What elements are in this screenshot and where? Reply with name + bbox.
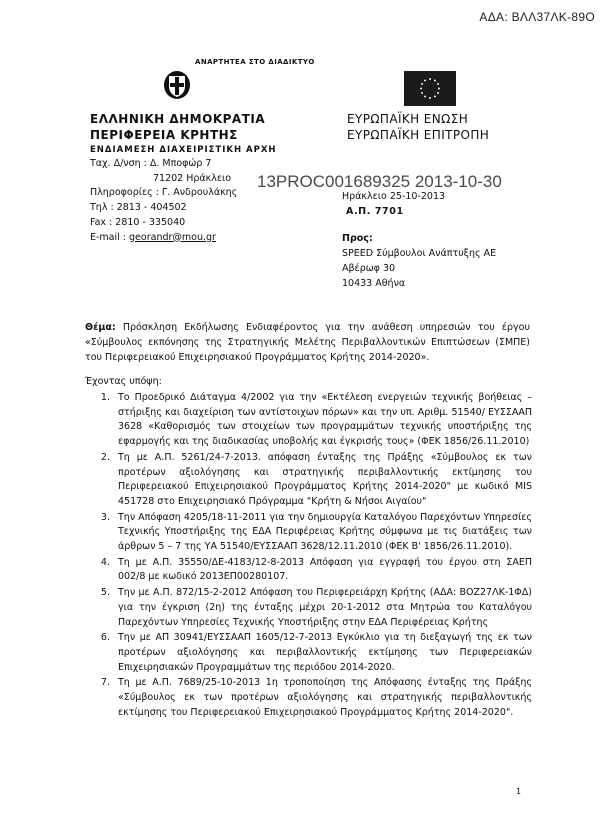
- recipient-street: Αβέρωφ 30: [342, 263, 396, 274]
- list-item: 7. Τη με Α.Π. 7689/25-10-2013 1η τροποποίηση της Απόφασης ένταξης της Πράξης «Σύμβουλος εκ των προτέρων αξιολόγησης και στρατηγικής περιβαλλοντικής εκτίμησης του Περιφερειακού Επιχειρησιακού Προγράμματος Κρήτης 2014-2020".: [100, 677, 532, 718]
- sender-phone: Τηλ : 2813 - 404502: [90, 202, 187, 214]
- email-link[interactable]: georandr@mou.gr: [129, 231, 216, 243]
- sender-line-2: ΠΕΡΙΦΕΡΕΙΑ ΚΡΗΤΗΣ: [90, 128, 238, 142]
- email-label: E-mail :: [90, 231, 130, 243]
- subject-label: Θέμα:: [85, 322, 116, 333]
- page-number: 1: [516, 787, 521, 796]
- sender-address-1: Ταχ. Δ/νση : Δ. Μποφώρ 7: [90, 158, 212, 169]
- sender-contact: [90, 157, 237, 245]
- sender-line-3: ΕΝΔΙΑΜΕΣΗ ΔΙΑΧΕΙΡΙΣΤΙΚΗ ΑΡΧΗ: [90, 145, 277, 155]
- eu-heading: [347, 111, 489, 143]
- place-date: Ηράκλειο 25-10-2013: [342, 191, 446, 202]
- recipient-city: 10433 Αθήνα: [342, 278, 406, 289]
- list-item: 1. Το Προεδρικό Διάταγμα 4/2002 για την «Εκτέλεση ενεργειών τεχνικής βοήθειας – στήριξης και διαχείριση των αντίστοιχων πόρων» και την υπ. Αριθμ. 51540/ ΕΥΣΣΑΑΠ 3628 «Καθορισμός των στοιχείων των προγραμμάτων τεχνικής υποστήριξης της εφαρμογής και της διαδικασίας υποβολής και έγκρισής τους» (ΦΕΚ 1856/26.11.2010): [100, 392, 532, 448]
- registration-number: 13PROC001689325 2013-10-30: [257, 172, 502, 191]
- list-item: 2. Τη με Α.Π. 5261/24-7-2013. απόφαση ένταξης της Πράξης «Σύμβουλος εκ των προτέρων αξιολόγησης και στρατηγικής περιβαλλοντικής εκτίμησης του Περιφερειακού Επιχειρησιακού Προγράμματος Κρήτης 2014-2020" με κωδικό MIS 451728 στο Επιχειρησιακό Πρόγραμμα "Κρήτη & Νήσοι Αιγαίου": [100, 451, 532, 507]
- sender-email-row: [90, 231, 237, 246]
- list-item: 4. Τη με Α.Π. 35550/ΔΕ-4183/12-8-2013 Απόφαση για εγγραφή του έργου στη ΣΑΕΠ 002/8 με κωδικό 2013ΕΠ00280107.: [100, 556, 532, 583]
- publish-stamp: ΑΝΑΡΤΗΤΕΑ ΣΤΟ ΔΙΑΔΙΚΤΥΟ: [195, 58, 315, 66]
- list-item: 3. Την Απόφαση 4205/18-11-2011 για την δημιουργία Καταλόγου Παρεχόντων Υπηρεσίες Τεχνικής Υποστήριξης της ΕΔΑ Περιφέρειας Κρήτης σύμφωνα με τις διατάξεις των άρθρων 5 – 7 της ΥΑ 51540/ΕΥΣΣΑΑΠ 3628/12.11.2010 (ΦΕΚ Β' 1856/26.11.2010).: [100, 511, 532, 553]
- to-label: Προς:: [342, 233, 373, 244]
- ada-code: ΑΔΑ: ΒΛΛ37ΛΚ-89Ο: [479, 10, 595, 24]
- document-meta: [342, 189, 496, 291]
- sender-fax: Fax : 2810 - 335040: [90, 216, 186, 228]
- subject-text: Πρόσκληση Εκδήλωσης Ενδιαφέροντος για την ανάθεση υπηρεσιών του έργου «Σύμβουλος εκπόνησης της Στρατηγικής Μελέτης Περιβαλλοντικών Επιπτώσεων (ΣΜΠΕ) του Περιφερειακού Επιχειρησιακού Προγράμματος Κρήτης 2014-2020».: [85, 322, 530, 363]
- sender-line-1: ΕΛΛΗΝΙΚΗ ΔΗΜΟΚΡΑΤΙΑ: [90, 112, 266, 126]
- considerations-list: [85, 391, 532, 721]
- eu-flag-icon: [404, 71, 456, 106]
- protocol-number: Α.Π. 7701: [346, 206, 404, 217]
- subject-paragraph: [85, 320, 530, 365]
- eu-line-2: ΕΥΡΩΠΑΪΚΗ ΕΠΙΤΡΟΠΗ: [347, 128, 490, 142]
- sender-heading: [90, 111, 277, 157]
- sender-info: Πληροφορίες : Γ. Ανδρουλάκης: [90, 187, 238, 199]
- recipient-name: SPEED Σύμβουλοι Ανάπτυξης ΑΕ: [342, 248, 497, 259]
- list-item: 6. Την με ΑΠ 30941/ΕΥΣΣΑΑΠ 1605/12-7-2013 Εγκύκλιο για τη διεξαγωγή της εκ των προτέρων αξιολόγησης και περιβαλλοντικής εκτίμησης των Περιφερειακών Επιχειρησιακών Προγραμμάτων της περιόδου 2014-2020.: [100, 632, 532, 673]
- sender-address-2: 71202 Ηράκλειο: [153, 172, 232, 184]
- eu-line-1: ΕΥΡΩΠΑΪΚΗ ΕΝΩΣΗ: [347, 112, 469, 126]
- greek-coat-of-arms-icon: [163, 70, 191, 100]
- list-item: 5. Την με Α.Π. 872/15-2-2012 Απόφαση του Περιφερειάρχη Κρήτης (ΑΔΑ: ΒΟΖ27ΛΚ-1ΦΔ) για την έγκριση (2η) της ένταξης μέχρι 20-1-2012 στα Μητρώα του Καταλόγου Παρεχόντων Υπηρεσίες Τεχνικής Υποστήριξης στην ΕΔΑ Περιφέρειας Κρήτης: [100, 587, 532, 628]
- considering-heading: Έχοντας υπόψη:: [85, 376, 162, 387]
